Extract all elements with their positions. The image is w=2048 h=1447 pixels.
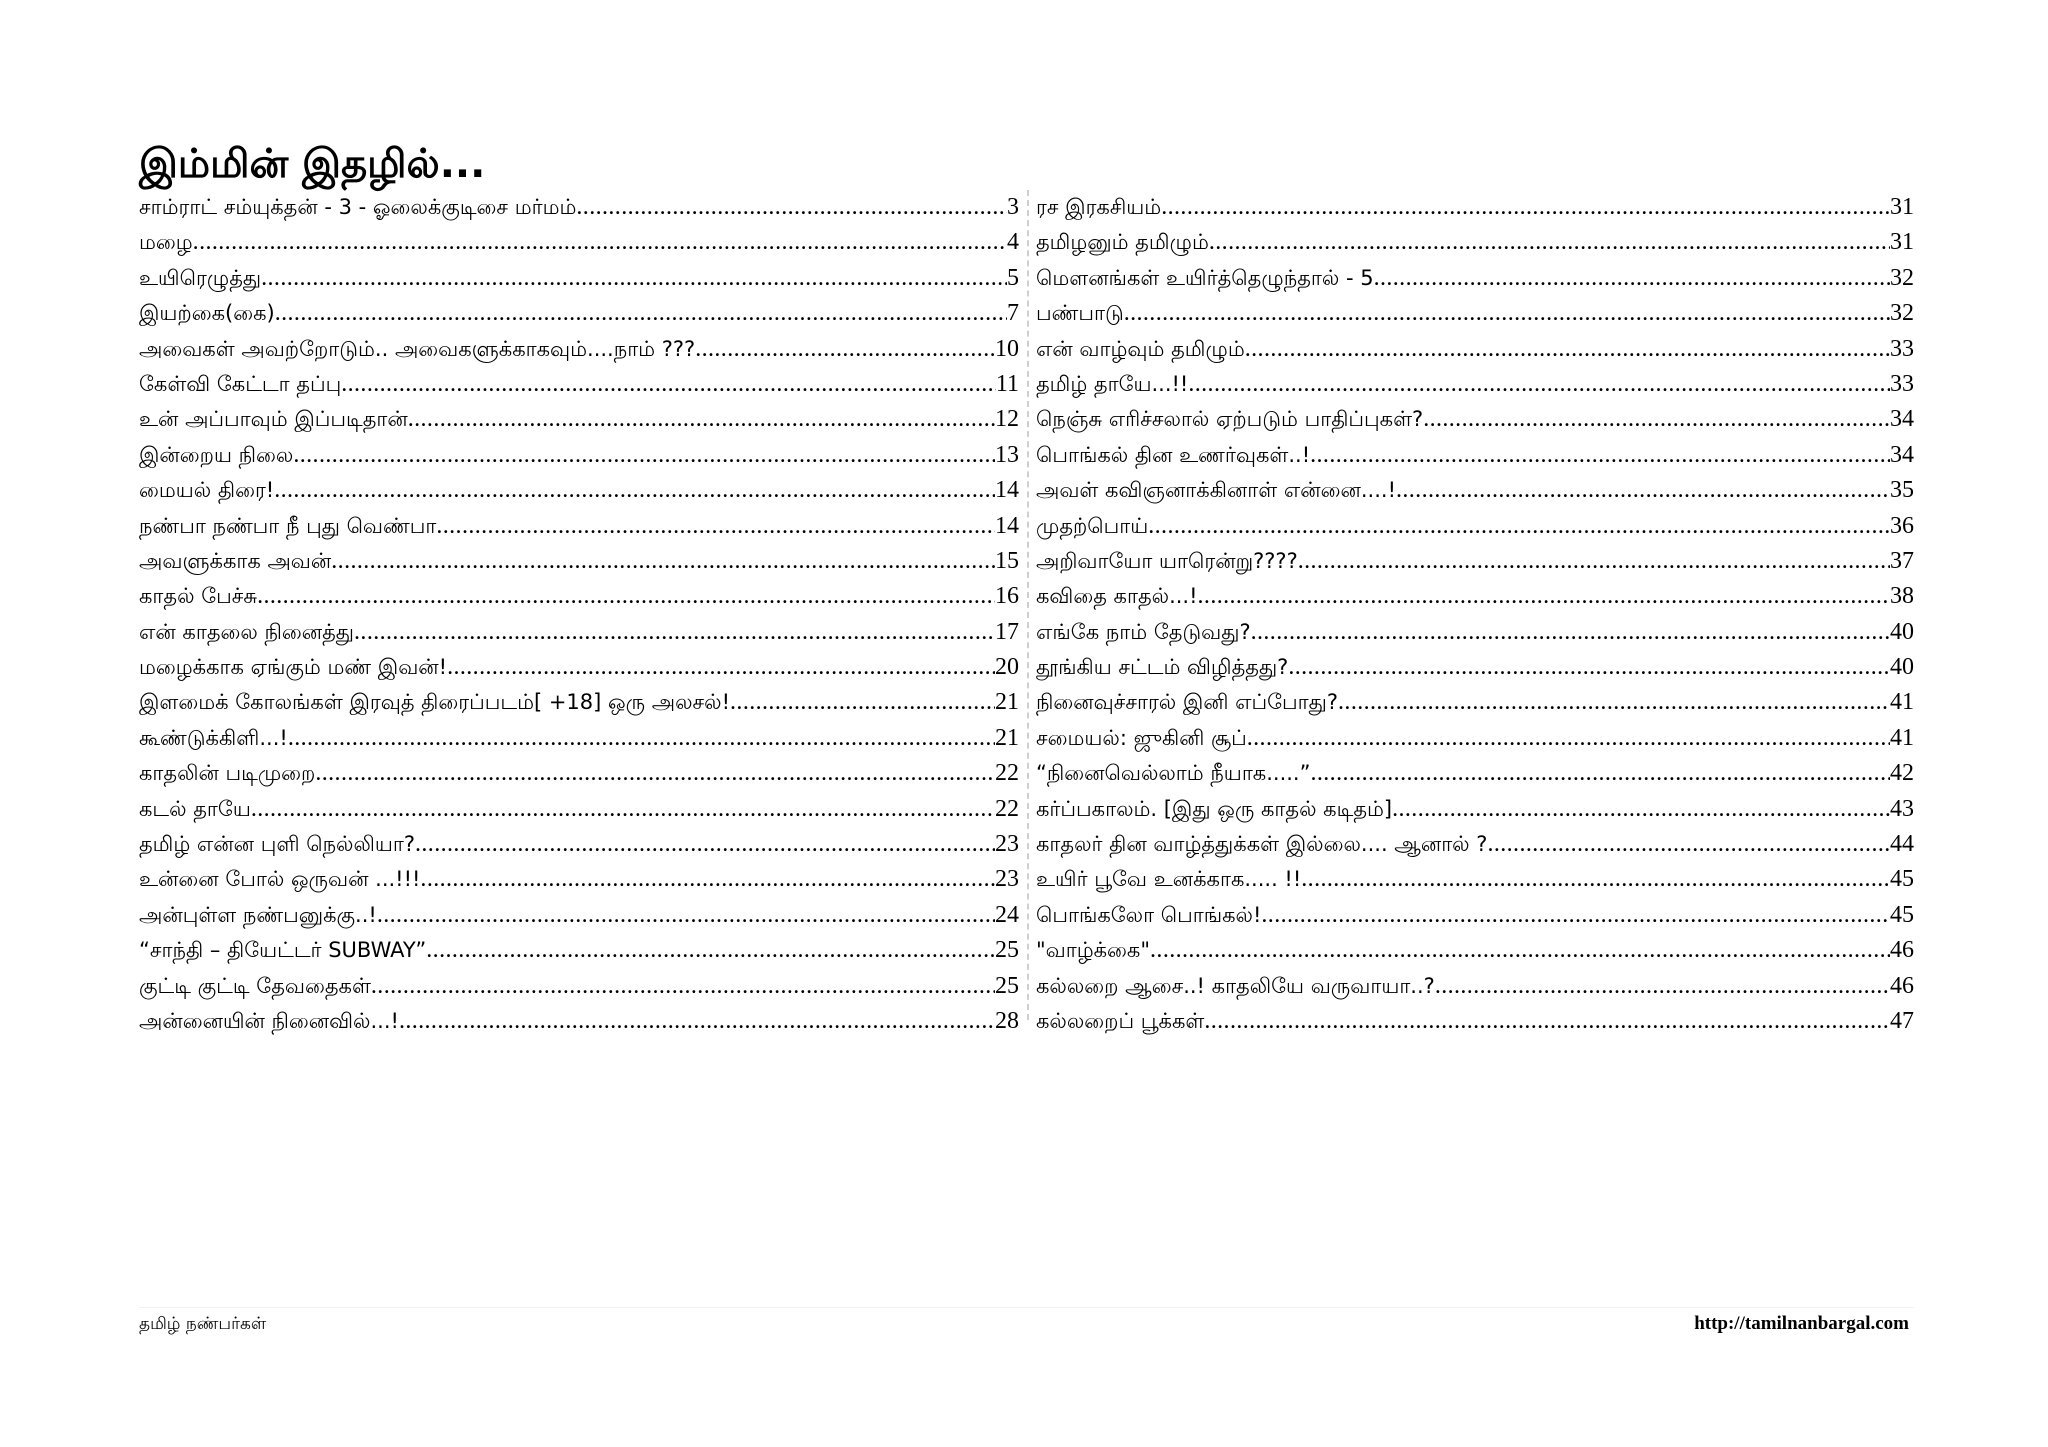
toc-entry[interactable] [139,1004,1019,1039]
toc-entry[interactable] [139,615,1019,650]
toc-entry[interactable] [139,969,1019,1004]
toc-entry-title: முதற்பொய் [1036,513,1149,538]
toc-entry-title: பொங்கல் தின உணர்வுகள்..! [1036,442,1311,467]
page-title: இம்மின் இதழில்... [139,141,486,187]
toc-entry[interactable] [1036,402,1914,437]
toc-entry-title: அன்புள்ள நண்பனுக்கு..! [139,902,377,927]
toc-entry-title: என் வாழ்வும் தமிழும் [1036,336,1245,361]
toc-dot-leader [399,1004,995,1039]
toc-entry-page-number: 11 [995,370,1019,397]
toc-entry-title: நெஞ்சு எரிச்சலால் ஏற்படும் பாதிப்புகள்? [1036,407,1424,432]
toc-entry[interactable] [1036,969,1914,1004]
toc-entry[interactable] [139,509,1019,544]
toc-dot-leader [1261,898,1890,933]
toc-entry[interactable] [139,332,1019,367]
toc-entry-title: தமிழ் தாயே...!! [1036,371,1189,396]
toc-entry-page-number: 21 [995,724,1019,751]
toc-entry[interactable] [1036,685,1914,720]
toc-entry-page-number: 12 [995,406,1019,433]
toc-dot-leader [1124,296,1890,331]
toc-entry-title: மையல் திரை! [139,478,275,503]
toc-entry[interactable] [1036,261,1914,296]
toc-entry-title: என் காதலை நினைத்து [139,619,355,644]
toc-entry[interactable] [139,862,1019,897]
toc-entry-page-number: 14 [995,512,1019,539]
toc-entry[interactable] [139,650,1019,685]
toc-entry-page-number: 31 [1890,229,1914,256]
toc-dot-leader [331,544,995,579]
toc-entry-page-number: 34 [1890,406,1914,433]
toc-entry-page-number: 23 [995,831,1019,858]
toc-entry-title: "வாழ்க்கை" [1036,938,1151,963]
toc-dot-leader [1161,190,1890,225]
toc-entry-title: கவிதை காதல்...! [1036,584,1198,609]
toc-entry[interactable] [139,756,1019,791]
toc-left-column [139,190,1019,1039]
toc-dot-leader [1423,402,1890,437]
toc-entry-page-number: 36 [1890,512,1914,539]
toc-entry-page-number: 22 [995,760,1019,787]
toc-dot-leader [730,685,995,720]
toc-entry-title: சமையல்: ஜுகினி சூப் [1036,725,1247,750]
toc-entry-page-number: 35 [1890,477,1914,504]
toc-entry[interactable] [1036,862,1914,897]
toc-dot-leader [261,261,1007,296]
toc-dot-leader [1247,721,1890,756]
toc-entry[interactable] [139,473,1019,508]
toc-entry-page-number: 45 [1890,866,1914,893]
footer-site-name: தமிழ் நண்பர்கள் [139,1314,267,1334]
toc-dot-leader [371,969,995,1004]
toc-entry-page-number: 7 [1007,300,1019,327]
toc-entry[interactable] [1036,792,1914,827]
toc-entry[interactable] [1036,898,1914,933]
toc-entry-page-number: 31 [1890,194,1914,220]
toc-entry-title: அவள் கவிஞனாக்கினாள் என்னை....! [1036,478,1396,503]
toc-entry-title: காதலின் படிமுறை [139,761,316,786]
toc-entry-title: ரச இரகசியம் [1036,195,1162,219]
toc-dot-leader [436,509,995,544]
toc-entry-page-number: 23 [995,866,1019,893]
toc-entry-title: தமிழனும் தமிழும் [1036,230,1209,255]
toc-dot-leader [1288,650,1890,685]
toc-dot-leader [275,296,1007,331]
toc-entry-page-number: 13 [995,441,1019,468]
toc-dot-leader [251,792,995,827]
toc-entry-title: அன்னையின் நினைவில்...! [139,1008,399,1033]
toc-dot-leader [576,190,1007,225]
table-of-contents [139,190,1914,1034]
toc-entry[interactable] [1036,579,1914,614]
toc-entry-page-number: 4 [1007,229,1019,256]
toc-entry-page-number: 21 [995,689,1019,716]
toc-entry-title: நண்பா நண்பா நீ புது வெண்பா [139,513,437,538]
toc-entry-title: கேள்வி கேட்டா தப்பு [139,371,342,396]
toc-dot-leader [1392,792,1890,827]
toc-entry[interactable] [139,721,1019,756]
toc-dot-leader [1435,969,1890,1004]
toc-dot-leader [354,615,995,650]
toc-entry[interactable] [1036,721,1914,756]
toc-entry[interactable] [139,225,1019,260]
toc-entry[interactable] [139,296,1019,331]
toc-dot-leader [193,225,1007,260]
toc-entry-page-number: 32 [1890,264,1914,291]
toc-entry-page-number: 24 [995,901,1019,928]
toc-entry-title: பண்பாடு [1036,301,1124,326]
toc-entry[interactable] [1036,225,1914,260]
toc-dot-leader [1148,509,1890,544]
toc-entry[interactable] [1036,827,1914,862]
toc-entry-title: உன்னை போல் ஒருவன் ...!!! [139,867,421,892]
toc-entry[interactable] [139,898,1019,933]
toc-entry-page-number: 33 [1890,335,1914,362]
toc-entry-page-number: 17 [995,618,1019,645]
toc-entry-page-number: 25 [995,972,1019,999]
toc-entry-page-number: 47 [1890,1007,1914,1034]
toc-entry-title: கல்லறைப் பூக்கள் [1036,1008,1205,1033]
toc-entry-page-number: 44 [1890,831,1914,858]
toc-dot-leader [1198,579,1890,614]
toc-entry-page-number: 38 [1890,583,1914,610]
toc-entry-page-number: 46 [1890,937,1914,964]
toc-entry-title: அவைகள் அவற்றோடும்.. அவைகளுக்காகவும்....நாம் ??? [139,336,696,361]
toc-entry[interactable] [1036,296,1914,331]
toc-entry[interactable] [139,402,1019,437]
toc-entry[interactable] [139,792,1019,827]
toc-dot-leader [293,438,995,473]
toc-entry-title: இளமைக் கோலங்கள் இரவுத் திரைப்படம்[ +18] ஒரு அலசல்! [139,690,731,715]
toc-entry-page-number: 37 [1890,547,1914,574]
toc-dot-leader [1245,332,1890,367]
toc-entry-title: அறிவாயோ யாரென்று???? [1036,548,1298,573]
toc-entry-page-number: 41 [1890,724,1914,751]
footer-url: http://tamilnanbargal.com [1694,1313,1909,1334]
toc-dot-leader [288,721,995,756]
toc-dot-leader [1487,827,1890,862]
toc-entry-title: மழைக்காக ஏங்கும் மண் இவன்! [139,655,448,680]
toc-entry[interactable] [1036,650,1914,685]
toc-dot-leader [1310,438,1890,473]
toc-dot-leader [1396,473,1890,508]
toc-entry-title: “நினைவெல்லாம் நீயாக.....” [1036,761,1311,786]
toc-entry[interactable] [139,579,1019,614]
toc-entry-title: கர்ப்பகாலம். [இது ஒரு காதல் கடிதம்] [1036,796,1393,821]
toc-dot-leader [420,862,995,897]
toc-entry-page-number: 20 [995,654,1019,681]
toc-entry-page-number: 15 [995,547,1019,574]
toc-dot-leader [1209,225,1890,260]
toc-dot-leader [1188,367,1890,402]
toc-entry-title: குட்டி குட்டி தேவதைகள் [139,973,371,998]
toc-dot-leader [1301,862,1890,897]
toc-entry-page-number: 43 [1890,795,1914,822]
toc-entry[interactable] [139,261,1019,296]
toc-entry-page-number: 5 [1007,264,1019,291]
toc-entry-page-number: 14 [995,477,1019,504]
toc-entry[interactable] [139,933,1019,968]
toc-dot-leader [341,367,996,402]
toc-entry-page-number: 10 [995,335,1019,362]
toc-entry-title: உயிரெழுத்து [139,265,262,290]
toc-dot-leader [447,650,995,685]
toc-entry[interactable] [139,544,1019,579]
toc-entry[interactable] [1036,438,1914,473]
toc-entry-page-number: 16 [995,583,1019,610]
toc-dot-leader [315,756,995,791]
toc-entry[interactable] [139,827,1019,862]
toc-dot-leader [257,579,995,614]
toc-dot-leader [415,827,995,862]
toc-entry-page-number: 33 [1890,370,1914,397]
toc-dot-leader [377,898,995,933]
toc-entry[interactable] [1036,1004,1914,1039]
toc-entry[interactable] [1036,544,1914,579]
toc-entry[interactable] [1036,756,1914,791]
toc-dot-leader [695,332,995,367]
toc-entry-title: தமிழ் என்ன புளி நெல்லியா? [139,832,415,857]
toc-entry[interactable] [1036,367,1914,402]
toc-entry-title: கல்லறை ஆசை..! காதலியே வருவாயா..? [1036,973,1435,998]
toc-entry-title: மழை [139,230,193,255]
toc-entry[interactable] [1036,190,1914,225]
toc-entry-page-number: 32 [1890,300,1914,327]
toc-entry[interactable] [139,685,1019,720]
toc-entry[interactable] [139,190,1019,225]
toc-dot-leader [1298,544,1890,579]
toc-entry-title: பொங்கலோ பொங்கல்! [1036,902,1262,927]
toc-entry-title: காதலர் தின வாழ்த்துக்கள் இல்லை.... ஆனால் ? [1036,832,1488,857]
footer-divider [139,1307,1914,1308]
toc-entry-page-number: 40 [1890,618,1914,645]
toc-entry-page-number: 25 [995,937,1019,964]
toc-entry-page-number: 40 [1890,654,1914,681]
toc-dot-leader [1204,1004,1890,1039]
toc-entry-title: தூங்கிய சட்டம் விழித்தது? [1036,655,1289,680]
toc-entry-title: மௌனங்கள் உயிர்த்தெழுந்தால் - 5 [1036,265,1374,290]
toc-dot-leader [408,402,995,437]
toc-entry-title: உன் அப்பாவும் இப்படிதான் [139,407,408,432]
toc-dot-leader [274,473,995,508]
toc-dot-leader [1150,933,1890,968]
toc-entry-title: எங்கே நாம் தேடுவது? [1036,619,1251,644]
toc-entry-page-number: 34 [1890,441,1914,468]
toc-entry-title: சாம்ராட் சம்யுக்தன் - 3 - ஓலைக்குடிசை மர்மம் [139,195,577,219]
toc-entry-title: நினைவுச்சாரல் இனி எப்போது? [1036,690,1339,715]
toc-entry[interactable] [1036,332,1914,367]
toc-entry[interactable] [1036,615,1914,650]
toc-entry-page-number: 3 [1007,194,1019,220]
toc-entry-title: கூண்டுக்கிளி...! [139,725,288,750]
toc-entry-title: அவளுக்காக அவன் [139,548,332,573]
toc-entry[interactable] [139,438,1019,473]
column-divider [1027,190,1029,1020]
toc-dot-leader [1374,261,1890,296]
toc-entry[interactable] [139,367,1019,402]
toc-dot-leader [1310,756,1890,791]
toc-entry-page-number: 22 [995,795,1019,822]
toc-entry-page-number: 41 [1890,689,1914,716]
toc-dot-leader [426,933,995,968]
toc-entry-title: இயற்கை(கை) [139,301,275,326]
toc-entry-page-number: 42 [1890,760,1914,787]
toc-entry-title: உயிர் பூவே உனக்காக..... !! [1036,867,1302,892]
toc-entry[interactable] [1036,473,1914,508]
toc-entry-page-number: 46 [1890,972,1914,999]
toc-entry-page-number: 28 [995,1007,1019,1034]
toc-entry-title: இன்றைய நிலை [139,442,294,467]
toc-entry-title: கடல் தாயே [139,796,251,821]
toc-entry[interactable] [1036,933,1914,968]
toc-entry-page-number: 45 [1890,901,1914,928]
toc-dot-leader [1251,615,1890,650]
toc-entry-title: “சாந்தி – தியேட்டர் SUBWAY” [139,938,427,963]
toc-right-column [1036,190,1914,1039]
toc-dot-leader [1338,685,1890,720]
toc-entry-title: காதல் பேச்சு [139,584,258,609]
toc-entry[interactable] [1036,509,1914,544]
